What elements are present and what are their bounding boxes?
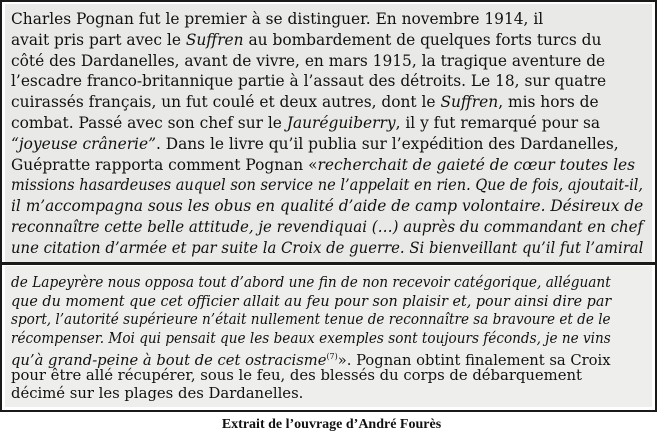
text-span: décimé sur les plages des Dardanelles. bbox=[11, 385, 304, 402]
text-span: côté des Dardanelles, avant de vivre, en mars 1915, la tragique aventure de bbox=[11, 51, 606, 70]
text-line bbox=[11, 135, 619, 153]
text-span: combat. Passé avec son chef sur le bbox=[11, 114, 287, 132]
text-line bbox=[11, 156, 635, 174]
text-span: , mis hors de bbox=[498, 93, 599, 112]
text-span: l’escadre franco-britannique partie à l’assaut des détroits. Le 18, sur quatre bbox=[11, 72, 607, 91]
panel-divider bbox=[2, 262, 655, 265]
text-line bbox=[11, 293, 611, 311]
text-line bbox=[11, 274, 611, 292]
image-caption: Extrait de l’ouvrage d’André Fourès bbox=[221, 417, 442, 432]
text-span: avait pris part avec le bbox=[11, 30, 186, 49]
text-line bbox=[11, 114, 600, 132]
italic-text: sport, l’autorité supérieure n’était nullement tenue de reconnaître sa bravoure et de le bbox=[11, 311, 611, 328]
text-span: au bombardement de quelques forts turcs du bbox=[243, 30, 602, 49]
text-line bbox=[11, 197, 643, 215]
text-line bbox=[11, 93, 599, 111]
text-line bbox=[11, 330, 611, 348]
text-line bbox=[11, 176, 643, 194]
text-line bbox=[11, 218, 643, 236]
text-line bbox=[11, 311, 611, 329]
text-line bbox=[11, 10, 543, 28]
italic-text: il m’accompagna sous les obus en qualité d’aide de camp volontaire. Désireux de bbox=[11, 197, 644, 216]
italic-text: Suffren bbox=[440, 93, 499, 112]
italic-text: que du moment que cet officier allait au feu pour son plaisir et, pour ainsi dire par bbox=[11, 292, 612, 310]
text-span: . Dans le livre qu’il publia sur l’expédition des Dardanelles, bbox=[155, 134, 619, 153]
text-span: Guépratte rapporta comment Pognan « bbox=[11, 155, 318, 174]
text-excerpt-top bbox=[5, 4, 652, 262]
italic-text: de Lapeyrère nous opposa tout d’abord une fin de non recevoir catégorique, alléguant bbox=[11, 274, 611, 291]
text-excerpt-bottom bbox=[5, 266, 652, 407]
text-line bbox=[11, 367, 582, 385]
italic-text: qu’à grand-peine à bout de cet ostracisme bbox=[11, 351, 327, 369]
text-line bbox=[11, 72, 606, 90]
text-span: Charles Pognan fut le premier à se distinguer. En novembre 1914, il bbox=[11, 10, 544, 28]
text-line bbox=[11, 31, 601, 49]
text-span: cuirassés français, un fut coulé et deux autres, dont le bbox=[11, 93, 441, 112]
italic-text: une citation d’armée et par suite la Croix de guerre. Si bienveillant qu’il fut l’amiral bbox=[11, 238, 644, 257]
footnote-ref: (7) bbox=[326, 352, 338, 361]
italic-text: récompenser. Moi qui pensait que les beaux exemples sont toujours féconds, je ne vins bbox=[11, 329, 611, 347]
text-span: ». Pognan obtint finalement sa Croix bbox=[337, 351, 611, 369]
text-line bbox=[11, 385, 303, 403]
italic-text: missions hasardeuses auquel son service ne l’appelait en rien. Que de fois, ajoutait-il, bbox=[11, 176, 644, 195]
italic-text: Jauréguiberry bbox=[286, 114, 396, 132]
italic-text: “joyeuse crânerie” bbox=[11, 134, 156, 153]
text-line bbox=[11, 239, 643, 257]
italic-text: recherchait de gaieté de cœur toutes les bbox=[317, 155, 636, 174]
italic-text: reconnaître cette belle attitude, je revendiquai (…) auprès du commandant en chef bbox=[11, 218, 644, 236]
text-line bbox=[11, 52, 605, 70]
text-span: , il y fut remarqué pour sa bbox=[395, 114, 601, 132]
text-span: pour être allé récupérer, sous le feu, des blessés du corps de débarquement bbox=[11, 366, 582, 384]
italic-text: Suffren bbox=[185, 30, 244, 49]
